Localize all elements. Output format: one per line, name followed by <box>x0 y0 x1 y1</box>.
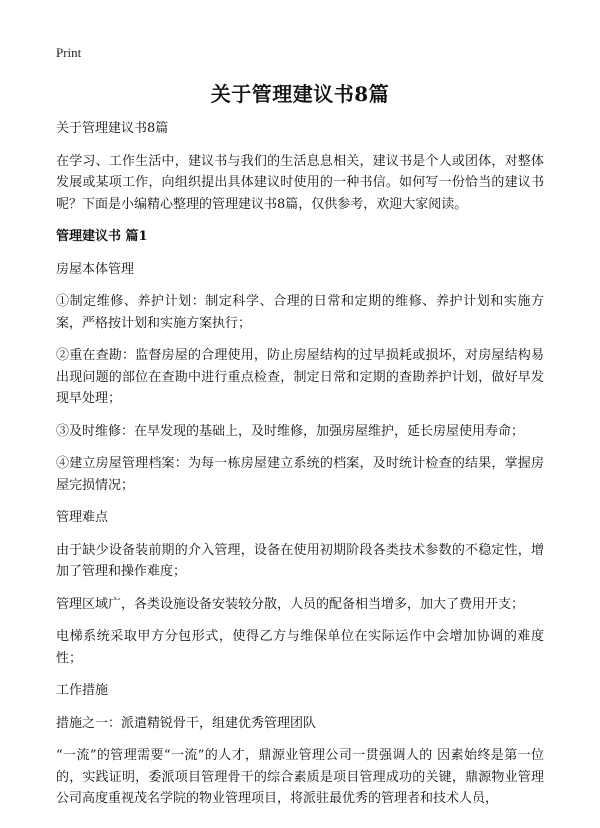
subheading-difficulties: 管理难点 <box>56 510 109 525</box>
list-item: ③及时维修：在早发现的基础上，及时维修，加强房屋维护，延长房屋使用寿命； <box>56 423 525 439</box>
list-item: ②重在查勘：监督房屋的合理使用，防止房屋结构的过早损耗或损坏，对房屋结构易出现问题的部位在查勘中进行重点检查，制定日常和定期的查勘养护计划，做好早发现早处理； <box>56 348 544 406</box>
measure-paragraph: “一流”的管理需要“一流”的人才，鼎源业管理公司一贯强调人的 因素始终是第一位的，实践证明，委派项目管理骨干的综合素质是项目管理成功的关键，鼎源物业管理公司高度重视茂名学院的物业管理项目，将派驻最优秀的管理者和技术人员， <box>56 748 544 806</box>
measure-title: 措施之一：派遣精锐骨干，组建优秀管理团队 <box>56 715 317 731</box>
list-item: 管理区域广，各类设施设备安装较分散，人员的配备相当增多，加大了费用开支； <box>56 596 525 612</box>
subheading-measures: 工作措施 <box>56 683 109 698</box>
list-item: ④建立房屋管理档案：为每一栋房屋建立系统的档案，及时统计检查的结果，掌握房屋完损情况； <box>56 456 544 493</box>
print-link[interactable]: Print <box>56 45 82 60</box>
page-title: 关于管理建议书8篇 <box>210 82 390 106</box>
section-heading: 管理建议书 篇1 <box>56 229 148 244</box>
list-item: 电梯系统采取甲方分包形式，使得乙方与维保单位在实际运作中会增加协调的难度性； <box>56 629 544 666</box>
list-item: ①制定维修、养护计划：制定科学、合理的日常和定期的维修、养护计划和实施方案，严格按计划和实施方案执行； <box>56 294 544 331</box>
subheading-housing: 房屋本体管理 <box>56 261 135 277</box>
list-item: 由于缺少设备装前期的介入管理，设备在使用初期阶段各类技术参数的不稳定性，增加了管理和操作难度； <box>56 542 544 579</box>
intro-paragraph: 在学习、工作生活中，建议书与我们的生活息息相关，建议书是个人或团体，对整体发展或某项工作，向组织提出具体建议时使用的一种书信。如何写一份恰当的建议书呢？下面是小编精心整理的管理建议书8篇，仅供参考，欢迎大家阅读。 <box>56 153 544 212</box>
document-subtitle: 关于管理建议书8篇 <box>56 121 169 136</box>
